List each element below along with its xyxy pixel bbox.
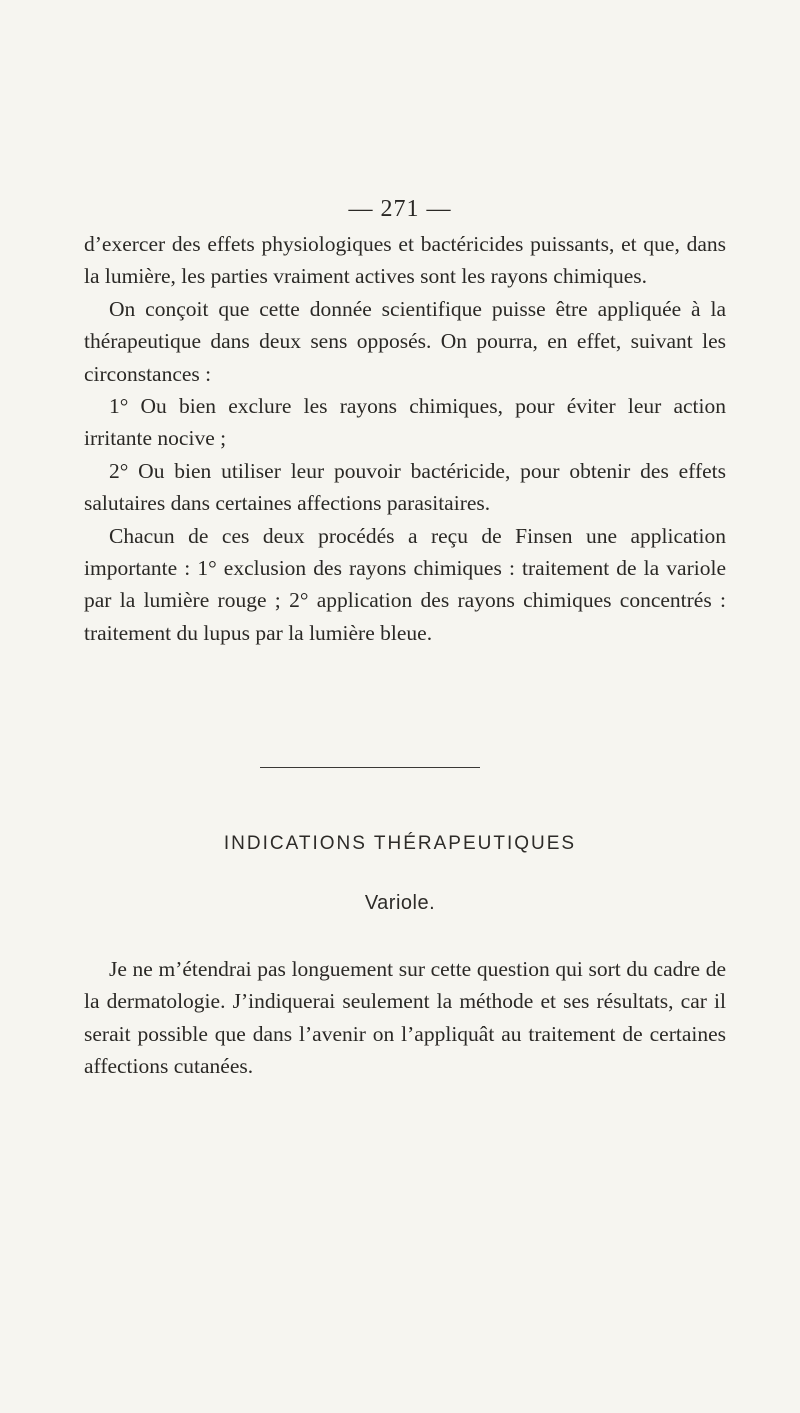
section-divider xyxy=(260,767,480,768)
section-text-block xyxy=(84,953,726,1083)
paragraph-variole: Je ne m’étendrai pas longuement sur cette question qui sort du cadre de la dermatologie. J’indiquerai seulement la méthode et ses résultats, car il serait possible que dans l’avenir on l’appliquât au traitement de certaines affections cutanées. xyxy=(84,957,726,1079)
page-number: — 271 — xyxy=(348,196,452,222)
paragraph-option-1: 1° Ou bien exclure les rayons chimiques, pour éviter leur action irritante nocive ; xyxy=(84,394,726,451)
paragraph-therapeutic-senses: On conçoit que cette donnée scientifique puisse être appliquée à la thérapeutique dans deux sens opposés. On pourra, en effet, suivant les circonstances : xyxy=(84,296,726,386)
paragraph-finsen: Chacun de ces deux procédés a reçu de Finsen une application importante : 1° exclusion des rayons chimiques : traitement de la variole par la lumière rouge ; 2° application des rayons chimiques concentrés : traitement du lupus par la lumière bleue. xyxy=(84,523,726,645)
section-heading: INDICATIONS THÉRAPEUTIQUES xyxy=(223,833,577,854)
paragraph-option-2: 2° Ou bien utiliser leur pouvoir bactéricide, pour obtenir des effets salutaires dans certaines affections parasitaires. xyxy=(84,458,726,516)
section-subheading: Variole. xyxy=(364,892,436,914)
paragraph-continuation: d’exercer des effets physiologiques et bactéricides puissants, et que, dans la lumière, les parties vraiment actives sont les rayons chimiques. xyxy=(84,232,726,289)
intro-text-block xyxy=(84,228,726,649)
